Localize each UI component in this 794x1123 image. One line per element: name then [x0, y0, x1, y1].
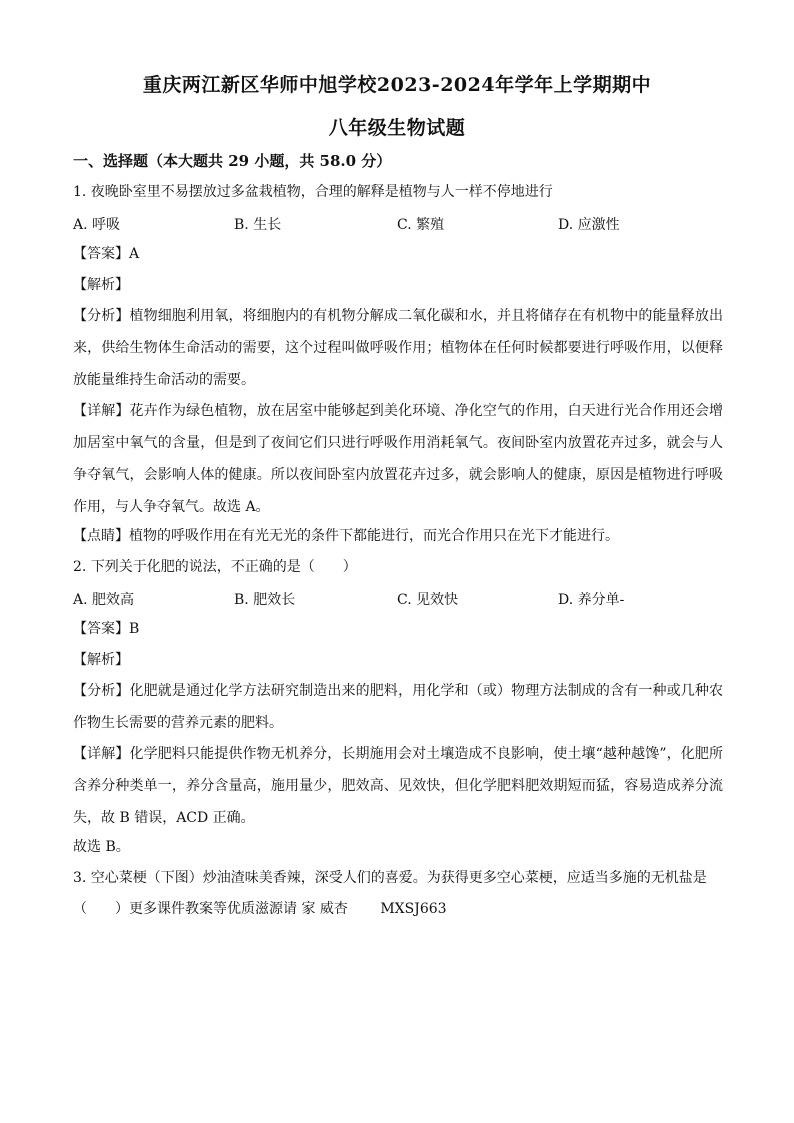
q1-analysis-label: 【解析】 — [73, 277, 129, 293]
q1-comment: 【点睛】植物的呼吸作用在有光无光的条件下都能进行，而光合作用只在光下才能进行。 — [73, 528, 619, 544]
q2-option-a: A. 肥效高 — [73, 592, 135, 608]
exam-subtitle: 八年级生物试题 — [328, 117, 466, 139]
q1-answer: 【答案】A — [73, 246, 140, 262]
q2-stem: 2. 下列关于化肥的说法，不正确的是（ ） — [73, 559, 357, 575]
q2-option-d: D. 养分单- — [558, 592, 625, 608]
q2-detail: 【详解】化学肥料只能提供作物无机养分，长期施用会对土壤造成不良影响，使土壤“越种越馋”，化肥所含养分种类单一，养分含量高，施用量少，肥效高、见效快，但化学肥料肥效期短而猛，容易造成养分流失，故 B 错误，ACD 正确。 — [73, 746, 723, 826]
q1-option-b: B. 生长 — [234, 217, 282, 233]
q1-analysis: 【分析】植物细胞利用氧，将细胞内的有机物分解成二氧化碳和水，并且将储存在有机物中的能量释放出来，供给生物体生命活动的需要，这个过程叫做呼吸作用；植物体在任何时候都要进行呼吸作用，以便释放能量维持生命活动的需要。 — [73, 308, 723, 388]
q2-analysis-label: 【解析】 — [73, 652, 129, 668]
q2-option-b: B. 肥效长 — [234, 592, 296, 608]
q3-stem-tail: （ ）更多课件教案等优质滋源请 家 威杏 MXSJ663 — [73, 901, 447, 917]
q2-option-c: C. 见效快 — [397, 592, 459, 608]
q1-option-c: C. 繁殖 — [397, 217, 445, 233]
q1-option-a: A. 呼吸 — [73, 217, 121, 233]
exam-title: 重庆两江新区华师中旭学校2023-2024年学年上学期期中 — [142, 74, 652, 96]
q1-detail: 【详解】花卉作为绿色植物，放在居室中能够起到美化环境、净化空气的作用，白天进行光合作用还会增加居室中氧气的含量，但是到了夜间它们只进行呼吸作用消耗氧气。夜间卧室内放置花卉过多，就会与人争夺氧气，会影响人体的健康。所以夜间卧室内放置花卉过多，就会影响人的健康，原因是植物进行呼吸作用，与人争夺氧气。故选 A。 — [73, 403, 723, 515]
section-heading: 一、选择题（本大题共 29 小题，共 58.0 分） — [73, 152, 392, 170]
q1-option-d: D. 应激性 — [558, 217, 620, 233]
q2-analysis: 【分析】化肥就是通过化学方法研究制造出来的肥料，用化学和（或）物理方法制成的含有一种或几种农作物生长需要的营养元素的肥料。 — [73, 683, 723, 731]
q2-answer: 【答案】B — [73, 621, 140, 637]
q2-conclusion: 故选 B。 — [73, 839, 130, 855]
q1-stem: 1. 夜晚卧室里不易摆放过多盆栽植物，合理的解释是植物与人一样不停地进行 — [73, 184, 553, 200]
q3-stem: 3. 空心菜梗（下图）炒油渣味美香辣，深受人们的喜爱。为获得更多空心菜梗，应适当多施的无机盐是 — [73, 870, 707, 886]
